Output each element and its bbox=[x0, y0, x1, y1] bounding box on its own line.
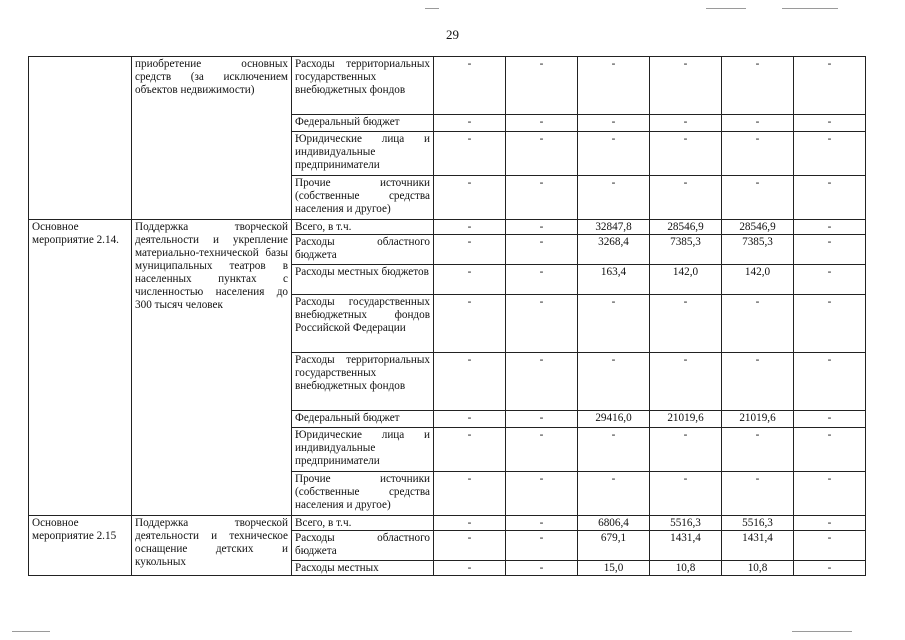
amount-cell: 679,1 bbox=[578, 531, 650, 561]
amount-cell: - bbox=[434, 411, 506, 428]
amount-cell: - bbox=[506, 516, 578, 531]
funding-source-cell: Расходы областного бюджета bbox=[292, 235, 434, 265]
activity-code-cell: Основное мероприятие 2.15 bbox=[29, 516, 132, 576]
amount-cell: - bbox=[434, 235, 506, 265]
funding-source-cell: Федеральный бюджет bbox=[292, 411, 434, 428]
amount-cell: 142,0 bbox=[722, 265, 794, 295]
amount-cell: - bbox=[722, 428, 794, 472]
funding-source-cell: Юридические лица и индивидуальные предприниматели bbox=[292, 132, 434, 176]
amount-cell: - bbox=[722, 57, 794, 115]
funding-source-cell: Юридические лица и индивидуальные предприниматели bbox=[292, 428, 434, 472]
scan-artifact-line bbox=[425, 8, 439, 9]
table-row bbox=[29, 57, 866, 115]
amount-cell: - bbox=[434, 132, 506, 176]
amount-cell: - bbox=[650, 472, 722, 516]
amount-cell: 32847,8 bbox=[578, 220, 650, 235]
funding-source-cell: Всего, в т.ч. bbox=[292, 516, 434, 531]
amount-cell: - bbox=[650, 428, 722, 472]
amount-cell: 1431,4 bbox=[722, 531, 794, 561]
amount-cell: 5516,3 bbox=[650, 516, 722, 531]
amount-cell: - bbox=[578, 353, 650, 411]
scan-artifact-line bbox=[12, 631, 50, 632]
amount-cell: - bbox=[506, 115, 578, 132]
amount-cell: - bbox=[650, 115, 722, 132]
funding-source-cell: Расходы местных бюджетов bbox=[292, 265, 434, 295]
amount-cell: - bbox=[434, 561, 506, 576]
amount-cell: - bbox=[650, 295, 722, 353]
amount-cell: 6806,4 bbox=[578, 516, 650, 531]
amount-cell: - bbox=[794, 428, 866, 472]
amount-cell: - bbox=[722, 353, 794, 411]
amount-cell: - bbox=[578, 115, 650, 132]
amount-cell: - bbox=[506, 57, 578, 115]
amount-cell: 10,8 bbox=[722, 561, 794, 576]
amount-cell: - bbox=[794, 132, 866, 176]
amount-cell: - bbox=[578, 57, 650, 115]
funding-source-cell: Прочие источники (собственные средства населения и другое) bbox=[292, 176, 434, 220]
amount-cell: - bbox=[794, 472, 866, 516]
amount-cell: - bbox=[506, 428, 578, 472]
amount-cell: - bbox=[506, 176, 578, 220]
amount-cell: - bbox=[794, 220, 866, 235]
activity-code-cell: Основное мероприятие 2.14. bbox=[29, 220, 132, 516]
amount-cell: 29416,0 bbox=[578, 411, 650, 428]
scan-artifact-line bbox=[792, 631, 852, 632]
amount-cell: - bbox=[722, 472, 794, 516]
amount-cell: 3268,4 bbox=[578, 235, 650, 265]
amount-cell: - bbox=[794, 516, 866, 531]
amount-cell: 1431,4 bbox=[650, 531, 722, 561]
amount-cell: - bbox=[434, 531, 506, 561]
amount-cell: - bbox=[434, 220, 506, 235]
amount-cell: - bbox=[506, 220, 578, 235]
amount-cell: 142,0 bbox=[650, 265, 722, 295]
funding-source-cell: Всего, в т.ч. bbox=[292, 220, 434, 235]
activity-description-cell: Поддержка творческой деятельности и укрепление материально-технической базы муниципальных театров в населенных пунктах с численностью населения до 300 тысяч человек bbox=[132, 220, 292, 516]
amount-cell: - bbox=[434, 176, 506, 220]
amount-cell: - bbox=[722, 115, 794, 132]
amount-cell: 28546,9 bbox=[722, 220, 794, 235]
amount-cell: - bbox=[578, 295, 650, 353]
amount-cell: - bbox=[794, 531, 866, 561]
amount-cell: - bbox=[650, 176, 722, 220]
funding-source-cell: Прочие источники (собственные средства населения и другое) bbox=[292, 472, 434, 516]
page-number: 29 bbox=[446, 27, 459, 42]
amount-cell: - bbox=[794, 176, 866, 220]
amount-cell: - bbox=[794, 115, 866, 132]
amount-cell: - bbox=[506, 411, 578, 428]
amount-cell: - bbox=[506, 353, 578, 411]
amount-cell: - bbox=[650, 57, 722, 115]
amount-cell: - bbox=[506, 295, 578, 353]
amount-cell: - bbox=[506, 235, 578, 265]
funding-source-cell: Расходы местных bbox=[292, 561, 434, 576]
amount-cell: - bbox=[434, 115, 506, 132]
amount-cell: - bbox=[578, 428, 650, 472]
amount-cell: - bbox=[578, 472, 650, 516]
amount-cell: - bbox=[434, 57, 506, 115]
amount-cell: - bbox=[794, 265, 866, 295]
amount-cell: - bbox=[434, 516, 506, 531]
amount-cell: - bbox=[506, 472, 578, 516]
amount-cell: - bbox=[794, 411, 866, 428]
amount-cell: - bbox=[722, 132, 794, 176]
activity-description-cell: приобретение основных средств (за исключением объектов недвижимости) bbox=[132, 57, 292, 220]
table-row bbox=[29, 220, 866, 235]
amount-cell: - bbox=[794, 561, 866, 576]
amount-cell: - bbox=[794, 295, 866, 353]
amount-cell: - bbox=[506, 265, 578, 295]
amount-cell: - bbox=[434, 472, 506, 516]
amount-cell: - bbox=[578, 132, 650, 176]
amount-cell: 10,8 bbox=[650, 561, 722, 576]
amount-cell: - bbox=[434, 428, 506, 472]
amount-cell: 5516,3 bbox=[722, 516, 794, 531]
amount-cell: 7385,3 bbox=[650, 235, 722, 265]
amount-cell: - bbox=[650, 132, 722, 176]
amount-cell: 21019,6 bbox=[650, 411, 722, 428]
amount-cell: - bbox=[434, 295, 506, 353]
amount-cell: 163,4 bbox=[578, 265, 650, 295]
amount-cell: - bbox=[506, 132, 578, 176]
budget-table bbox=[28, 56, 866, 576]
amount-cell: - bbox=[794, 57, 866, 115]
amount-cell: 7385,3 bbox=[722, 235, 794, 265]
amount-cell: - bbox=[650, 353, 722, 411]
funding-source-cell: Расходы государственных внебюджетных фондов Российской Федерации bbox=[292, 295, 434, 353]
funding-source-cell: Расходы областного бюджета bbox=[292, 531, 434, 561]
amount-cell: - bbox=[434, 265, 506, 295]
amount-cell: - bbox=[506, 531, 578, 561]
activity-description-cell: Поддержка творческой деятельности и техническое оснащение детских и кукольных bbox=[132, 516, 292, 576]
amount-cell: - bbox=[794, 235, 866, 265]
amount-cell: - bbox=[794, 353, 866, 411]
activity-code-cell bbox=[29, 57, 132, 220]
amount-cell: - bbox=[434, 353, 506, 411]
scan-artifact-line bbox=[782, 8, 838, 9]
table-row bbox=[29, 516, 866, 531]
budget-table-body bbox=[29, 57, 866, 576]
amount-cell: 15,0 bbox=[578, 561, 650, 576]
amount-cell: - bbox=[722, 295, 794, 353]
amount-cell: - bbox=[722, 176, 794, 220]
amount-cell: 21019,6 bbox=[722, 411, 794, 428]
amount-cell: 28546,9 bbox=[650, 220, 722, 235]
funding-source-cell: Расходы территориальных государственных внебюджетных фондов bbox=[292, 57, 434, 115]
amount-cell: - bbox=[578, 176, 650, 220]
scan-artifact-line bbox=[706, 8, 746, 9]
funding-source-cell: Расходы территориальных государственных внебюджетных фондов bbox=[292, 353, 434, 411]
funding-source-cell: Федеральный бюджет bbox=[292, 115, 434, 132]
amount-cell: - bbox=[506, 561, 578, 576]
